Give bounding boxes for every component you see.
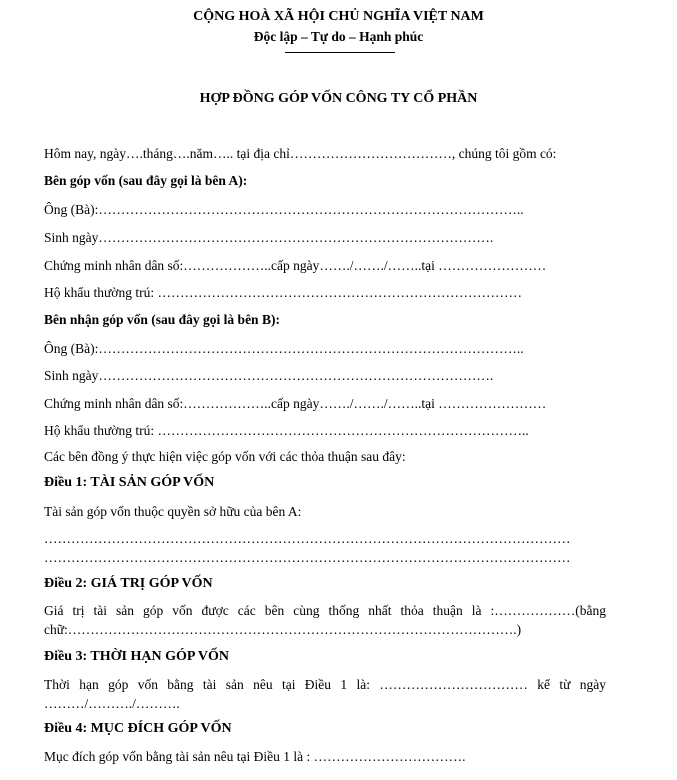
party-b-heading: Bên nhận góp vốn (sau đây gọi là bên B): bbox=[44, 312, 280, 327]
agreement-line: Các bên đồng ý thực hiện việc góp vốn với các thỏa thuận sau đây: bbox=[44, 449, 406, 464]
article-1-blank-line-1: ……………………………………………………………………………………………………… bbox=[44, 531, 571, 546]
party-b-dob: Sinh ngày……………………………………………………………………………. bbox=[44, 368, 494, 383]
article-4-heading: Điều 4: MỤC ĐÍCH GÓP VỐN bbox=[44, 721, 232, 736]
party-b-name: Ông (Bà):………………………………………………………………………………….. bbox=[44, 341, 524, 356]
article-4-text: Mục đích góp vốn bằng tài sản nêu tại Điều 1 là : ……………………………. bbox=[44, 749, 466, 764]
article-3-heading: Điều 3: THỜI HẠN GÓP VỐN bbox=[44, 649, 230, 664]
article-1-heading: Điều 1: TÀI SẢN GÓP VỐN bbox=[44, 475, 215, 490]
article-1-text: Tài sản góp vốn thuộc quyền sở hữu của bên A: bbox=[44, 504, 302, 519]
article-1-blank-line-2: ……………………………………………………………………………………………………… bbox=[44, 550, 571, 565]
party-a-heading: Bên góp vốn (sau đây gọi là bên A): bbox=[44, 173, 248, 188]
party-a-dob: Sinh ngày……………………………………………………………………………. bbox=[44, 230, 494, 245]
article-2-line-2: chữ:……………………………………………………………………………………….) bbox=[44, 622, 522, 637]
article-3-line-1 bbox=[44, 677, 606, 693]
party-a-name: Ông (Bà):………………………………………………………………………………….. bbox=[44, 202, 524, 217]
party-b-id: Chứng minh nhân dân số:………………..cấp ngày……./……./……..tại …………………… bbox=[44, 396, 547, 411]
article-2-line-1-text: Giá trị tài sản góp vốn được các bên cùng thống nhất thỏa thuận là :………………(bằng bbox=[44, 603, 606, 618]
national-motto: Độc lập – Tự do – Hạnh phúc bbox=[253, 29, 424, 44]
party-a-id: Chứng minh nhân dân số:………………..cấp ngày……./……./……..tại …………………… bbox=[44, 258, 547, 273]
article-3-line-1-text: Thời hạn góp vốn bằng tài sản nêu tại Điều 1 là: …………………………… kể từ ngày bbox=[44, 677, 606, 692]
national-title: CỘNG HOÀ XÃ HỘI CHỦ NGHĨA VIỆT NAM bbox=[193, 9, 484, 24]
party-a-residence: Hộ khẩu thường trú: ……………………………………………………………………… bbox=[44, 285, 522, 300]
article-3-line-2: ………/………./………. bbox=[44, 696, 180, 711]
intro-line: Hôm nay, ngày….tháng….năm….. tại địa chỉ………………………………, chúng tôi gồm có: bbox=[44, 146, 557, 161]
document-title: HỢP ĐỒNG GÓP VỐN CÔNG TY CỔ PHẦN bbox=[199, 91, 478, 106]
article-2-line-1 bbox=[44, 603, 606, 619]
header-underline bbox=[285, 52, 395, 53]
article-2-heading: Điều 2: GIÁ TRỊ GÓP VỐN bbox=[44, 576, 213, 591]
party-b-residence: Hộ khẩu thường trú: ……………………………………………………………………….. bbox=[44, 423, 529, 438]
